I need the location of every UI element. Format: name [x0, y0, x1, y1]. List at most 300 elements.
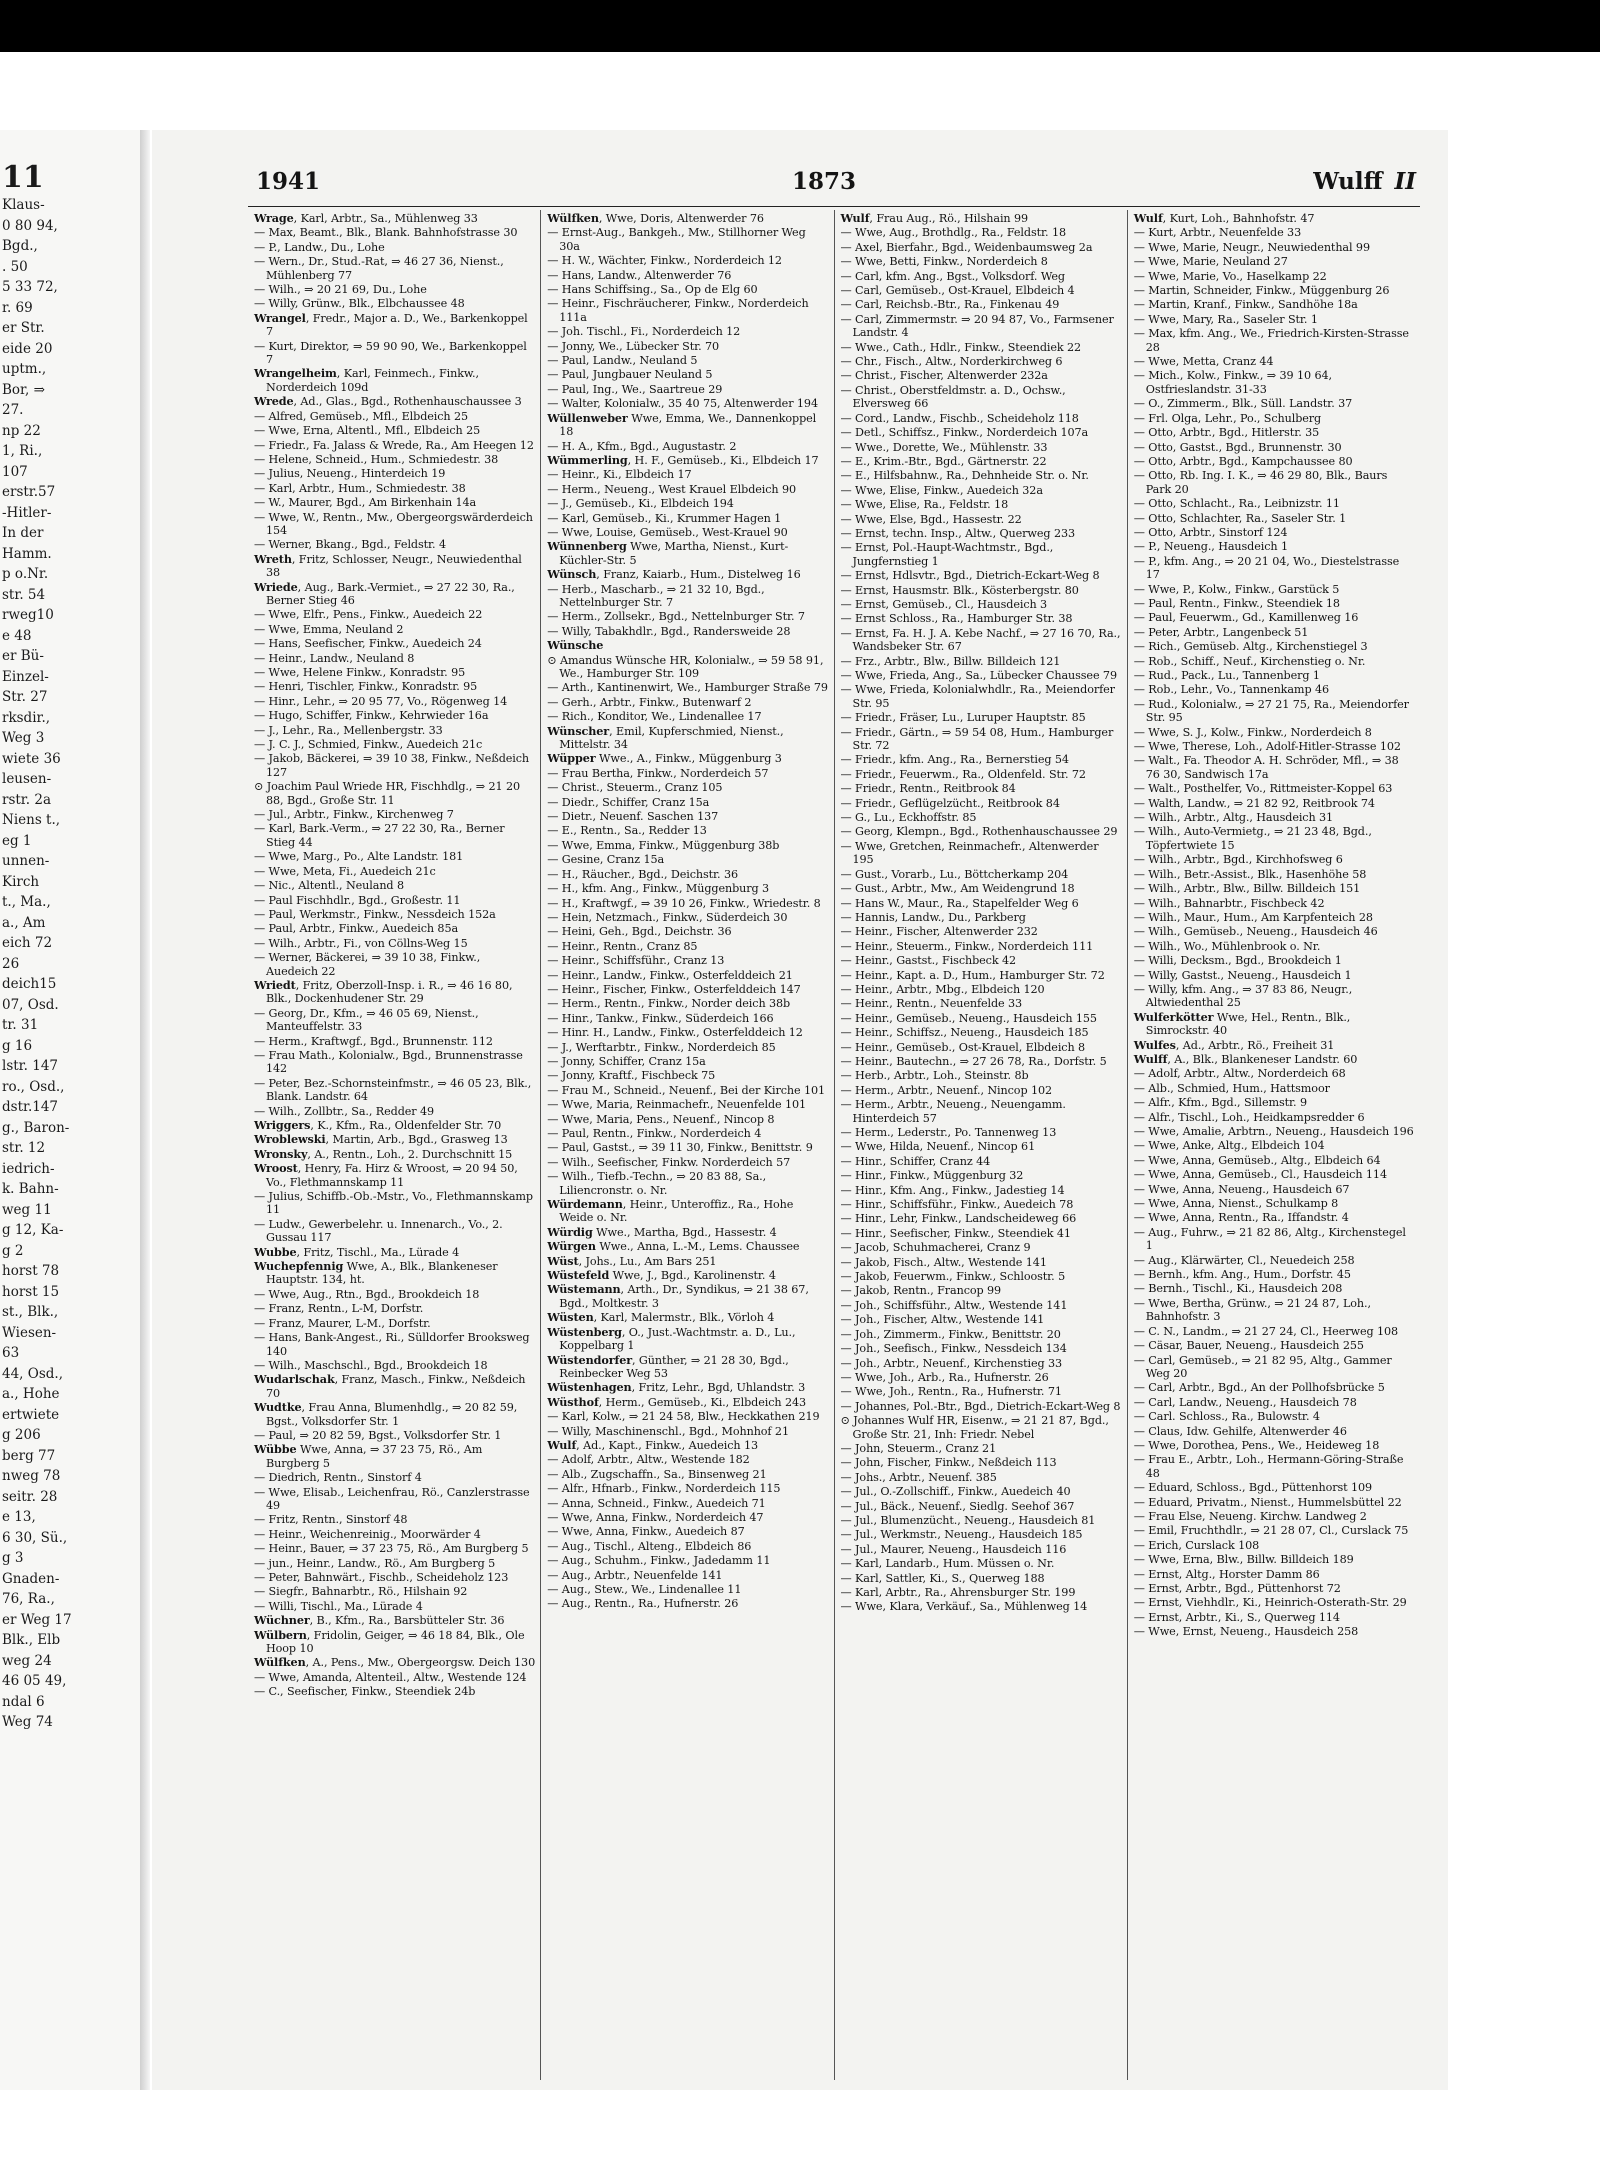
facing-page-line: horst 15	[2, 1283, 60, 1300]
entry-details: Wwe, J., Bgd., Karolinenstr. 4	[609, 1269, 776, 1283]
directory-entry	[1134, 754, 1415, 781]
entry-details: — Peter, Bahnwärt., Fischb., Scheideholz 123	[254, 1571, 509, 1584]
entry-surname: Wüstenberg	[547, 1324, 622, 1339]
entry-details: Wwe, Martha, Nienst., Kurt-Küchler-Str. 5	[559, 540, 789, 567]
entry-details: — Wwe, Hilda, Neuenf., Nincop 61	[840, 1140, 1036, 1154]
directory-entry	[547, 1396, 828, 1409]
directory-entry	[547, 1497, 828, 1510]
entry-details: , Kurt, Loh., Bahnhofstr. 47	[1162, 212, 1315, 225]
entry-details: — G., Lu., Eckhoffstr. 85	[840, 811, 977, 825]
entry-details: — Alfr., Hfnarb., Finkw., Norderdeich 115	[547, 1482, 781, 1496]
directory-entry	[1134, 1282, 1415, 1295]
directory-entry	[1134, 911, 1415, 924]
directory-entry	[841, 655, 1122, 668]
entry-details: — Otto, Arbtr., Sinstorf 124	[1133, 525, 1288, 539]
directory-entry	[547, 540, 828, 567]
entry-details: — Carl, Zimmermstr. ⇒ 20 94 87, Vo., Farmsener Landstr. 4	[840, 312, 1114, 340]
entry-details: — P., Landw., Du., Lohe	[254, 240, 385, 254]
entry-surname: Wüstemann	[547, 1282, 621, 1297]
directory-entry	[1134, 327, 1415, 354]
directory-entry	[841, 1342, 1122, 1355]
entry-details: — Jul., Arbtr., Finkw., Kirchenweg 7	[254, 808, 454, 822]
directory-entry	[841, 1442, 1122, 1455]
entry-details: — Ernst, Arbtr., Ki., S., Querweg 114	[1133, 1610, 1340, 1624]
directory-entry	[1134, 940, 1415, 953]
entry-details: — Willy, Tabakhdlr., Bgd., Randersweide 28	[547, 624, 791, 638]
directory-entry	[1134, 1496, 1415, 1509]
directory-entry	[547, 882, 828, 895]
entry-surname: Wülbern	[254, 1627, 307, 1642]
directory-entry	[547, 940, 828, 953]
directory-entry	[841, 598, 1122, 611]
entry-details: , Johs., Lu., Am Bars 251	[578, 1254, 717, 1268]
entry-details: — Paul, Feuerwm., Gd., Kamillenweg 16	[1133, 611, 1359, 625]
entry-surname: Wünscher	[547, 723, 610, 738]
directory-entry	[841, 1371, 1122, 1384]
entry-details: — Wwe, Frieda, Ang., Sa., Lübecker Chaussee 79	[840, 669, 1117, 682]
entry-details: ⊙ Amandus Wünsche HR, Kolonialw., ⇒ 59 58 91, We., Hamburger Str. 109	[547, 653, 824, 680]
directory-entry	[547, 1354, 828, 1381]
directory-entry	[1134, 540, 1415, 553]
facing-page-line: weg 11	[2, 1201, 52, 1218]
entry-details: — Kurt, Arbtr., Neuenfelde 33	[1133, 226, 1302, 240]
entry-details: , Martin, Arb., Bgd., Grasweg 13	[325, 1133, 508, 1147]
directory-entry	[841, 1400, 1122, 1413]
entry-details: — Wern., Dr., Stud.-Rat, ⇒ 46 27 36, Nienst., Mühlenberg 77	[254, 255, 504, 282]
entry-details: — Bernh., Tischl., Ki., Hausdeich 208	[1133, 1282, 1343, 1296]
directory-entry	[254, 1288, 535, 1301]
entry-surname: Würdemann	[547, 1197, 623, 1212]
directory-entry	[1134, 1453, 1415, 1480]
facing-page-line: t., Ma.,	[2, 894, 51, 910]
facing-page-line: g 12, Ka-	[2, 1222, 64, 1238]
facing-page-line: rstr. 2a	[2, 791, 51, 808]
directory-entry	[547, 1170, 828, 1197]
directory-entry	[1134, 512, 1415, 525]
directory-entry	[1134, 1582, 1415, 1595]
directory-entry	[254, 908, 535, 921]
entry-details: — Otto, Rb. Ing. I. K., ⇒ 46 29 80, Blk., Baurs Park 20	[1133, 469, 1388, 496]
directory-entry	[547, 1255, 828, 1268]
entry-details: , A., Blk., Blankeneser Landstr. 60	[1167, 1052, 1358, 1066]
entry-surname: Wüchner	[254, 1613, 310, 1628]
directory-entry	[254, 453, 535, 466]
directory-entry	[841, 1241, 1122, 1254]
entry-details: — Mich., Kolw., Finkw., ⇒ 39 10 64, Ostfrieslandstr. 31-33	[1133, 369, 1332, 396]
facing-page-lines	[0, 195, 140, 1733]
facing-page-line: tr. 31	[2, 1017, 39, 1033]
entry-details: — Martin, Schneider, Finkw., Müggenburg 26	[1133, 284, 1390, 298]
directory-entry	[254, 1373, 535, 1400]
directory-entry	[547, 583, 828, 610]
directory-entry	[841, 1456, 1122, 1469]
entry-details: — Diedrich, Rentn., Sinstorf 4	[254, 1471, 422, 1485]
entry-details: — Franz, Maurer, L-M., Dorfstr.	[254, 1316, 431, 1330]
entry-details: — Chr., Fisch., Altw., Norderkirchweg 6	[840, 355, 1063, 369]
entry-details: — Walt., Fa. Theodor A. H. Schröder, Mfl., ⇒ 38 76 30, Sandwisch 17a	[1133, 754, 1399, 781]
entry-details: — Frau E., Arbtr., Loh., Hermann-Göring-Straße 48	[1133, 1453, 1404, 1480]
directory-entry	[547, 1113, 828, 1126]
entry-details: — Hans, Bank-Angest., Ri., Sülldorfer Brooksweg 140	[254, 1331, 530, 1358]
facing-page-line: 07, Osd.	[2, 996, 59, 1013]
directory-entry	[1134, 1410, 1415, 1423]
entry-details: — Friedr., Fräser, Lu., Luruper Hauptstr. 85	[840, 711, 1086, 725]
entry-details: — Jonny, We., Lübecker Str. 70	[547, 339, 720, 353]
directory-entry	[841, 1514, 1122, 1527]
entry-surname: Wulf	[1133, 211, 1163, 225]
directory-entry	[1134, 640, 1415, 653]
directory-entry	[254, 780, 535, 807]
entry-details: , B., Kfm., Ra., Barsbütteler Str. 36	[309, 1614, 505, 1628]
directory-entry	[841, 527, 1122, 540]
entry-details: , Fritz, Oberzoll-Insp. i. R., ⇒ 46 16 80, Blk., Dockenhudener Str. 29	[266, 978, 513, 1006]
facing-page-line: Blk., Elb	[2, 1632, 61, 1648]
directory-entry	[547, 1326, 828, 1353]
facing-page-line: seitr. 28	[2, 1488, 58, 1505]
directory-entry	[254, 652, 535, 665]
entry-details: — Gust., Vorarb., Lu., Böttcherkamp 204	[840, 867, 1069, 881]
directory-entry	[254, 1317, 535, 1330]
entry-details: — Friedr., Geflügelzücht., Reitbrook 84	[840, 796, 1060, 810]
entry-details: — J., Werftarbtr., Finkw., Norderdeich 85	[547, 1040, 776, 1054]
entry-details: — Wwe, Marie, Neuland 27	[1133, 255, 1288, 269]
directory-entry	[841, 241, 1122, 254]
entry-details: — H., Räucher., Bgd., Deichstr. 36	[547, 867, 739, 881]
entry-details: — Joh., Seefisch., Finkw., Nessdeich 134	[840, 1342, 1067, 1356]
entry-details: — Paul, Jungbauer Neuland 5	[547, 368, 713, 382]
entry-surname: Wüsthof	[547, 1394, 599, 1409]
entry-details: — Johannes, Pol.-Btr., Bgd., Dietrich-Eckart-Weg 8	[840, 1399, 1121, 1413]
entry-details: — Wilh., Tiefb.-Techn., ⇒ 20 83 88, Sa., Liliencronstr. o. Nr.	[547, 1170, 767, 1197]
entry-surname: Wrangel	[254, 310, 306, 325]
entry-details: — Wwe., Dorette, We., Mühlenstr. 33	[840, 440, 1048, 454]
entry-details: — Hugo, Schiffer, Finkw., Kehrwieder 16a	[254, 709, 489, 723]
facing-page-line: erstr.57	[2, 484, 56, 500]
entry-details: — Hans Schiffsing., Sa., Op de Elg 60	[547, 283, 758, 297]
directory-entry	[254, 1007, 535, 1034]
directory-entry	[547, 810, 828, 823]
entry-details: — Ernst-Aug., Bankgeh., Mw., Stillhorner Weg 30a	[547, 226, 806, 253]
facing-page-line: 107	[2, 463, 28, 480]
entry-details: — Erich, Curslack 108	[1133, 1538, 1260, 1552]
facing-page-line: g., Baron-	[2, 1119, 70, 1136]
entry-details: — Wwe, Anna, Gemüseb., Cl., Hausdeich 114	[1133, 1168, 1387, 1182]
directory-entry	[841, 1212, 1122, 1225]
entry-details: — Hinr., Tankw., Finkw., Süderdeich 166	[547, 1011, 774, 1025]
entry-details: — Karl, Sattler, Ki., S., Querweg 188	[840, 1571, 1045, 1585]
facing-page-line: ertwiete	[2, 1406, 60, 1423]
entry-details: — Walter, Kolonialw., 35 40 75, Altenwerder 194	[547, 397, 818, 411]
entry-details: — Wwe, Helene Finkw., Konradstr. 95	[254, 666, 466, 679]
directory-entry	[254, 951, 535, 978]
directory-entry	[254, 1685, 535, 1698]
entry-details: Wwe., A., Finkw., Müggenburg 3	[595, 752, 782, 766]
entry-details: — Wilh., Wo., Mühlenbrook o. Nr.	[1133, 939, 1321, 953]
directory-entry	[841, 1041, 1122, 1054]
entry-details: — Gesine, Cranz 15a	[547, 853, 665, 867]
entry-details: — Otto, Schlacht., Ra., Leibnizstr. 11	[1133, 497, 1340, 511]
entry-details: — Heinr., Fischer, Finkw., Osterfelddeich 147	[547, 982, 801, 996]
facing-page-line: unnen-	[2, 853, 50, 869]
directory-entry	[254, 1260, 535, 1287]
directory-entry	[1134, 298, 1415, 311]
directory-entry	[254, 255, 535, 282]
entry-details: — Wilh., Seefischer, Finkw. Norderdeich 57	[547, 1155, 791, 1169]
entry-details: — Wilh., Arbtr., Fi., von Cöllns-Weg 15	[254, 936, 468, 950]
entry-details: — Ernst, Fa. H. J. A. Kebe Nachf., ⇒ 27 16 70, Ra., Wandsbeker Str. 67	[840, 626, 1121, 654]
entry-details: — Nic., Altentl., Neuland 8	[254, 879, 404, 893]
facing-page-line: lstr. 147	[2, 1058, 58, 1074]
entry-details: — Wwe, Anna, Gemüseb., Altg., Elbdeich 64	[1133, 1153, 1381, 1167]
facing-page-line: e 48	[2, 627, 32, 644]
entry-details: — Joh. Tischl., Fi., Norderdeich 12	[547, 325, 741, 339]
directory-entry	[547, 568, 828, 581]
entry-details: , A., Pens., Mw., Obergeorgsw. Deich 130	[305, 1656, 536, 1670]
directory-entry	[1134, 313, 1415, 326]
entry-details: — Hans, Landw., Altenwerder 76	[547, 268, 732, 282]
entry-details: — Hinr., Finkw., Müggenburg 32	[840, 1169, 1024, 1183]
entry-details: — Detl., Schiffsz., Finkw., Norderdeich 107a	[840, 426, 1089, 440]
facing-page-line: a., Hohe	[2, 1386, 60, 1402]
directory-entry	[841, 1026, 1122, 1039]
directory-entry	[1134, 1226, 1415, 1253]
directory-entry	[547, 1283, 828, 1310]
directory-entry	[547, 824, 828, 837]
directory-entry	[254, 752, 535, 779]
directory-entry	[1134, 1625, 1415, 1638]
facing-page-line: -Hitler-	[2, 504, 52, 521]
directory-entry	[254, 822, 535, 849]
entry-surname: Wümmerling	[547, 452, 628, 467]
entry-details: — Karl, Arbtr., Ra., Ahrensburger Str. 199	[840, 1586, 1076, 1599]
entry-details: — Willy, Grünw., Blk., Elbchaussee 48	[254, 297, 465, 311]
entry-surname: Wüpper	[547, 751, 596, 766]
directory-entry	[547, 397, 828, 410]
entry-details: — Otto, Arbtr., Bgd., Hitlerstr. 35	[1133, 426, 1320, 440]
entry-details: — C. N., Landm., ⇒ 21 27 24, Cl., Heerweg 108	[1133, 1324, 1399, 1338]
entry-details: — Hinr., Lehr., ⇒ 20 95 77, Vo., Rögenweg 14	[254, 694, 508, 708]
directory-entry	[841, 1169, 1122, 1182]
directory-entry	[254, 879, 535, 892]
directory-entry	[547, 1055, 828, 1068]
directory-entry	[841, 983, 1122, 996]
entry-details: — Helene, Schneid., Hum., Schmiedestr. 38	[254, 452, 499, 466]
facing-page-line: g 206	[2, 1427, 41, 1443]
directory-entry	[1134, 1011, 1415, 1038]
entry-details: — Wwe, Marg., Po., Alte Landstr. 181	[254, 850, 464, 864]
directory-entry	[547, 1453, 828, 1466]
directory-entry	[254, 865, 535, 878]
entry-details: — Heinr., Landw., Neuland 8	[254, 651, 415, 665]
entry-details: — Wilh., Betr.-Assist., Blk., Hasenhöhe 58	[1133, 867, 1367, 881]
directory-entry	[254, 850, 535, 863]
entry-details: , O., Just.-Wachtmstr. a. D., Lu., Koppelbarg 1	[559, 1325, 796, 1353]
entry-details: — Peter, Arbtr., Langenbeck 51	[1133, 625, 1309, 639]
entry-surname: Wulferkötter	[1133, 1009, 1214, 1024]
facing-page-line: er Weg 17	[2, 1611, 72, 1628]
directory-entry	[254, 1077, 535, 1104]
entry-details: — Wwe, Anna, Neueng., Hausdeich 67	[1133, 1182, 1350, 1196]
directory-entry	[254, 1443, 535, 1470]
entry-details: — Carl, Reichsb.-Btr., Ra., Finkenau 49	[840, 298, 1060, 312]
directory-entry	[1134, 497, 1415, 510]
directory-entry	[1134, 1596, 1415, 1609]
directory-entry	[1134, 983, 1415, 1010]
entry-surname: Wriede	[254, 579, 298, 594]
entry-details: — Rud., Kolonialw., ⇒ 27 21 75, Ra., Meiendorfer Str. 95	[1133, 697, 1409, 725]
directory-entry	[254, 1614, 535, 1627]
directory-entry	[1134, 270, 1415, 283]
entry-details: — E., Rentn., Sa., Redder 13	[547, 824, 707, 838]
directory-entry	[547, 725, 828, 752]
entry-details: — Eduard, Privatm., Nienst., Hummelsbüttel 22	[1133, 1495, 1402, 1509]
directory-entry	[547, 1226, 828, 1239]
entry-details: — Christ., Oberstfeldmstr. a. D., Ochsw., Elversweg 66	[840, 383, 1066, 411]
directory-entry	[254, 424, 535, 437]
entry-details: — Frau Else, Neueng. Kirchw. Landweg 2	[1133, 1509, 1367, 1523]
entry-details: — Aug., Rentn., Ra., Hufnerstr. 26	[547, 1597, 739, 1611]
directory-entry	[547, 1198, 828, 1225]
directory-entry	[254, 695, 535, 708]
entry-details: — Heinr., Kapt. a. D., Hum., Hamburger Str. 72	[840, 968, 1105, 982]
entry-details: — Willi, Decksm., Bgd., Brookdeich 1	[1133, 954, 1342, 968]
entry-details: — Aug., Arbtr., Neuenfelde 141	[547, 1568, 723, 1582]
entry-details: — Otto, Gastst., Bgd., Brunnenstr. 30	[1133, 440, 1342, 454]
facing-page-line: Bor, ⇒	[2, 381, 45, 398]
directory-entry	[254, 979, 535, 1006]
entry-details: , Franz, Masch., Finkw., Neßdeich 70	[266, 1373, 526, 1400]
entry-details: — Heinr., Fischer, Altenwerder 232	[840, 925, 1038, 939]
entry-details: — Aug., Fuhrw., ⇒ 21 82 86, Altg., Kirchenstegel 1	[1133, 1225, 1406, 1253]
directory-entry	[547, 1098, 828, 1111]
entry-surname: Wulf	[840, 211, 870, 225]
directory-entry	[841, 969, 1122, 982]
entry-details: , Karl, Arbtr., Sa., Mühlenweg 33	[293, 212, 478, 225]
directory-entry	[254, 538, 535, 551]
facing-page-line: Niens t.,	[2, 812, 61, 828]
entry-surname: Wreth	[254, 551, 292, 566]
directory-entry	[841, 1557, 1122, 1570]
entry-details: — P., kfm. Ang., ⇒ 20 21 04, Wo., Diestelstrasse 17	[1133, 554, 1400, 582]
directory-entry	[1134, 583, 1415, 596]
entry-details: — Paul, Rentn., Finkw., Norderdeich 4	[547, 1127, 762, 1140]
directory-entry	[841, 270, 1122, 283]
entry-details: — Carl. Schloss., Ra., Bulowstr. 4	[1133, 1410, 1320, 1424]
facing-page-line: e 13,	[2, 1509, 36, 1525]
entry-surname: Wubbe	[254, 1244, 297, 1259]
entry-details: — John, Steuerm., Cranz 21	[840, 1441, 997, 1455]
directory-entry	[841, 797, 1122, 810]
entry-details: — Wwe, Anna, Nienst., Schulkamp 8	[1133, 1197, 1339, 1211]
facing-page-line: Gnaden-	[2, 1570, 60, 1587]
directory-entry	[254, 1656, 535, 1669]
directory-entry	[254, 937, 535, 950]
facing-page-line: weg 24	[2, 1652, 52, 1669]
directory-entry	[547, 1026, 828, 1039]
entry-surname: Wübbe	[254, 1442, 297, 1457]
directory-entry	[254, 666, 535, 679]
directory-entry	[841, 369, 1122, 382]
entry-details: — Wwe, Anke, Altg., Elbdeich 104	[1133, 1139, 1325, 1153]
directory-entry	[547, 710, 828, 723]
directory-entry	[547, 1439, 828, 1452]
directory-entry	[1134, 1254, 1415, 1267]
directory-entry	[254, 922, 535, 935]
entry-details: — jun., Heinr., Landw., Rö., Am Burgberg 5	[254, 1556, 496, 1570]
directory-entry	[547, 868, 828, 881]
facing-page-line: ndal 6	[2, 1693, 45, 1710]
entry-details: — Wwe, Gretchen, Reinmachefr., Altenwerder 195	[840, 839, 1099, 867]
facing-page-line: er Bü-	[2, 648, 44, 664]
directory-entry	[1134, 1053, 1415, 1066]
directory-entry	[1134, 1381, 1415, 1394]
entry-details: — Wwe, Anna, Finkw., Norderdeich 47	[547, 1510, 764, 1524]
entry-details: — Jul., O.-Zollschiff., Finkw., Auedeich 40	[840, 1485, 1071, 1499]
directory-entry	[1134, 925, 1415, 938]
entry-surname: Wüstenhagen	[547, 1380, 632, 1395]
facing-page-line: nweg 78	[2, 1468, 61, 1484]
entry-details: — Wwe, Klara, Verkäuf., Sa., Mühlenweg 14	[840, 1600, 1088, 1614]
entry-details: , H. F., Gemüseb., Ki., Elbdeich 17	[627, 453, 819, 467]
directory-entry	[841, 1385, 1122, 1398]
directory-entry	[841, 1256, 1122, 1269]
directory-entry	[1134, 412, 1415, 425]
directory-entry	[1134, 469, 1415, 496]
directory-entry	[547, 696, 828, 709]
directory-entry	[841, 313, 1122, 340]
facing-page-line: rweg10	[2, 607, 54, 623]
directory-entry	[254, 1331, 535, 1358]
directory-entry	[547, 1569, 828, 1582]
entry-details: — Hans W., Maur., Ra., Stapelfelder Weg 6	[840, 896, 1079, 910]
directory-entry	[547, 412, 828, 439]
entry-details: , Ad., Arbtr., Rö., Freiheit 31	[1175, 1038, 1335, 1052]
entry-details: — Gust., Arbtr., Mw., Am Weidengrund 18	[840, 882, 1075, 896]
directory-entry	[547, 440, 828, 453]
entry-surname: Wronsky	[254, 1146, 308, 1161]
entry-surname: Wriedt	[254, 977, 296, 992]
facing-page-line: str. 12	[2, 1140, 46, 1156]
entry-details: — Paul, Gastst., ⇒ 39 11 30, Finkw., Benittstr. 9	[547, 1141, 813, 1155]
directory-entry	[254, 680, 535, 693]
directory-entry	[841, 1543, 1122, 1556]
directory-entry	[841, 1126, 1122, 1139]
directory-entry	[1134, 1553, 1415, 1566]
directory-entry	[254, 1513, 535, 1526]
entry-details: — Adolf, Arbtr., Altw., Westende 182	[547, 1453, 750, 1467]
entry-details: — Werner, Bkang., Bgd., Feldstr. 4	[254, 538, 446, 552]
directory-entry	[254, 496, 535, 509]
directory-entry	[841, 212, 1122, 225]
directory-entry	[841, 868, 1122, 881]
entry-details: — Peter, Bez.-Schornsteinfmstr., ⇒ 46 05 23, Blk., Blank. Landstr. 64	[254, 1076, 532, 1104]
directory-entry	[841, 811, 1122, 824]
directory-entry	[841, 1227, 1122, 1240]
directory-entry	[254, 367, 535, 394]
directory-entry	[1134, 611, 1415, 624]
entry-details: — Otto, Arbtr., Bgd., Kampchaussee 80	[1133, 454, 1353, 468]
entry-details: — Ernst Schloss., Ra., Hamburger Str. 38	[840, 612, 1073, 626]
entry-details: — Jakob, Bäckerei, ⇒ 39 10 38, Finkw., Neßdeich 127	[254, 752, 530, 779]
entry-details: — Wilh., Maur., Hum., Am Karpfenteich 28	[1133, 910, 1373, 924]
entry-details: — Hinr., Schiffsführ., Finkw., Auedeich 78	[840, 1198, 1074, 1212]
entry-details: — Werner, Bäckerei, ⇒ 39 10 38, Finkw., Auedeich 22	[254, 951, 481, 978]
entry-details: — Rob., Schiff., Neuf., Kirchenstieg o. Nr.	[1133, 654, 1366, 668]
entry-details: , Arth., Dr., Syndikus, ⇒ 21 38 67, Bgd., Moltkestr. 3	[559, 1283, 809, 1310]
entry-details: — Martin, Kranf., Finkw., Sandhöhe 18a	[1133, 298, 1358, 312]
entry-details: — Georg, Dr., Kfm., ⇒ 46 05 69, Nienst., Manteuffelstr. 33	[254, 1006, 479, 1034]
entry-details: — Paul, Ing., We., Saartreue 29	[547, 382, 723, 396]
